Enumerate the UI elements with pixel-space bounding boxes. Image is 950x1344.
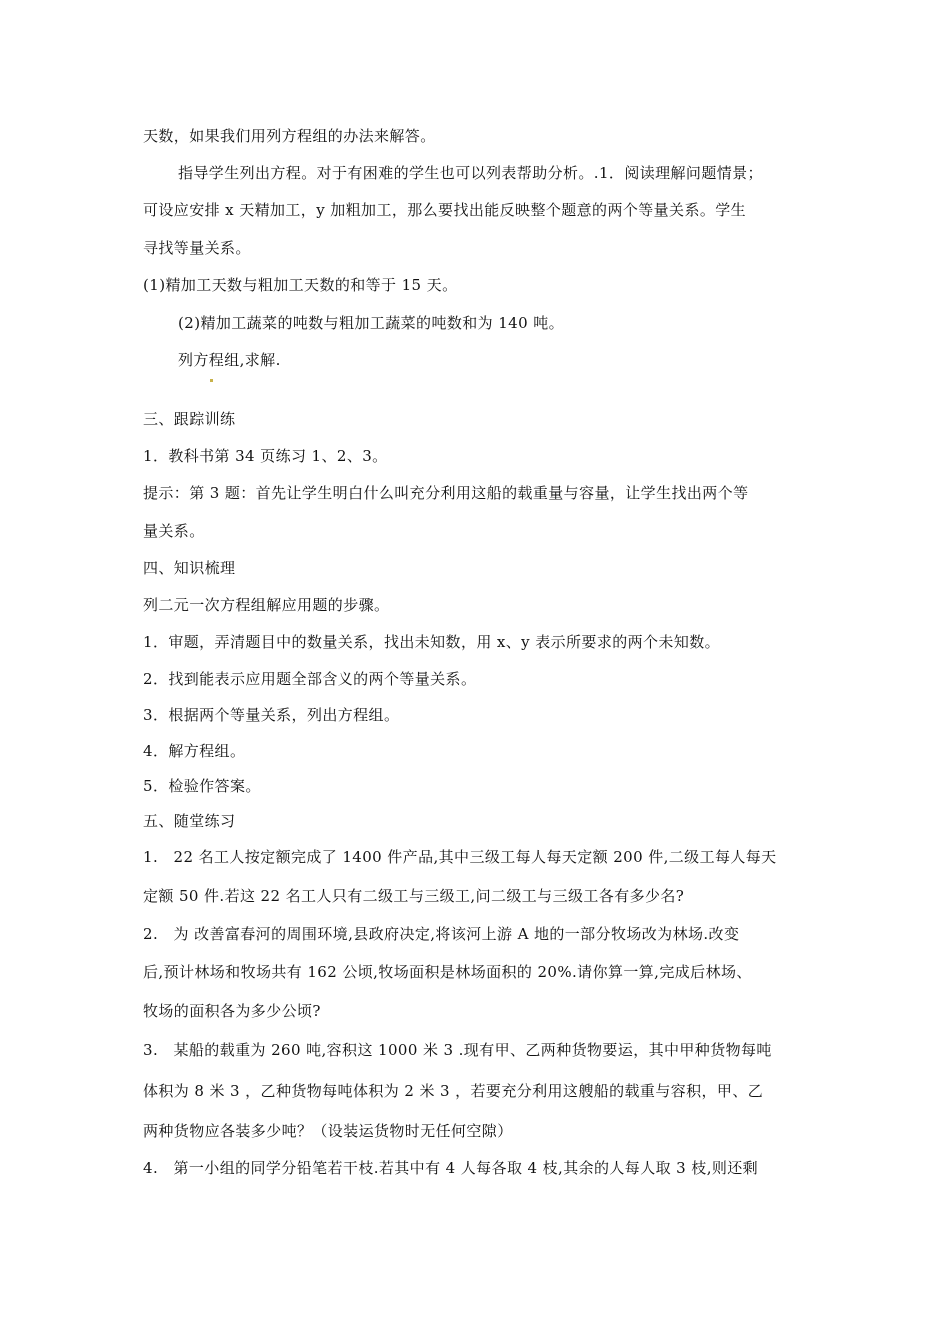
list-item: 4．解方程组。: [143, 742, 246, 760]
stray-mark: [210, 379, 213, 382]
list-item: 2．找到能表示应用题全部含义的两个等量关系。: [143, 670, 477, 688]
list-item: 1．审题，弄清题目中的数量关系，找出未知数，用 x、y 表示所要求的两个未知数。: [143, 633, 721, 651]
exercise-line: 定额 50 件.若这 22 名工人只有二级工与三级工,问二级工与三级工各有多少名?: [143, 887, 685, 905]
section-heading: 三、跟踪训练: [143, 410, 236, 428]
paragraph-line: 可设应安排 x 天精加工，y 加粗加工，那么要找出能反映整个题意的两个等量关系。学生: [143, 201, 747, 219]
exercise-line: 两种货物应各装多少吨？（设装运货物时无任何空隙）: [143, 1122, 513, 1140]
section-heading: 四、知识梳理: [143, 559, 236, 577]
exercise-line: 3. 某船的载重为 260 吨,容积这 1000 米 3 .现有甲、乙两种货物要运，其中甲种货物每吨: [143, 1041, 772, 1059]
solve-instruction: 列方程组,求解.: [178, 351, 281, 369]
equation-relation-2: (2)精加工蔬菜的吨数与粗加工蔬菜的吨数和为 140 吨。: [178, 314, 565, 332]
section-intro: 列二元一次方程组解应用题的步骤。: [143, 596, 390, 614]
section-heading: 五、随堂练习: [143, 812, 236, 830]
equation-relation-1: (1)精加工天数与粗加工天数的和等于 15 天。: [143, 276, 458, 294]
hint-line: 提示：第 3 题：首先让学生明白什么叫充分利用这船的载重量与容量，让学生找出两个等: [143, 484, 749, 502]
exercise-line: 4. 第一小组的同学分铅笔若干枝.若其中有 4 人每各取 4 枝,其余的人每人取 3 枝,则还剩: [143, 1159, 759, 1177]
list-item: 5．检验作答案。: [143, 777, 261, 795]
list-item: 1．教科书第 34 页练习 1、2、3。: [143, 447, 388, 465]
paragraph-line: 天数，如果我们用列方程组的办法来解答。: [143, 127, 436, 145]
exercise-line: 后,预计林场和牧场共有 162 公顷,牧场面积是林场面积的 20%.请你算一算,完成后林场、: [143, 963, 752, 981]
exercise-line: 牧场的面积各为多少公顷?: [143, 1002, 321, 1020]
exercise-line: 1. 22 名工人按定额完成了 1400 件产品,其中三级工每人每天定额 200 件,二级工每人每天: [143, 848, 777, 866]
exercise-line: 2. 为 改善富春河的周围环境,县政府决定,将该河上游 A 地的一部分牧场改为林场.改变: [143, 925, 740, 943]
paragraph-line: 寻找等量关系。: [143, 239, 251, 257]
paragraph-line: 指导学生列出方程。对于有困难的学生也可以列表帮助分析。.1．阅读理解问题情景；: [178, 164, 763, 182]
exercise-line: 体积为 8 米 3 ，乙种货物每吨体积为 2 米 3 ，若要充分利用这艘船的载重与容积，甲、乙: [143, 1082, 764, 1100]
hint-line: 量关系。: [143, 522, 205, 540]
list-item: 3．根据两个等量关系，列出方程组。: [143, 706, 400, 724]
